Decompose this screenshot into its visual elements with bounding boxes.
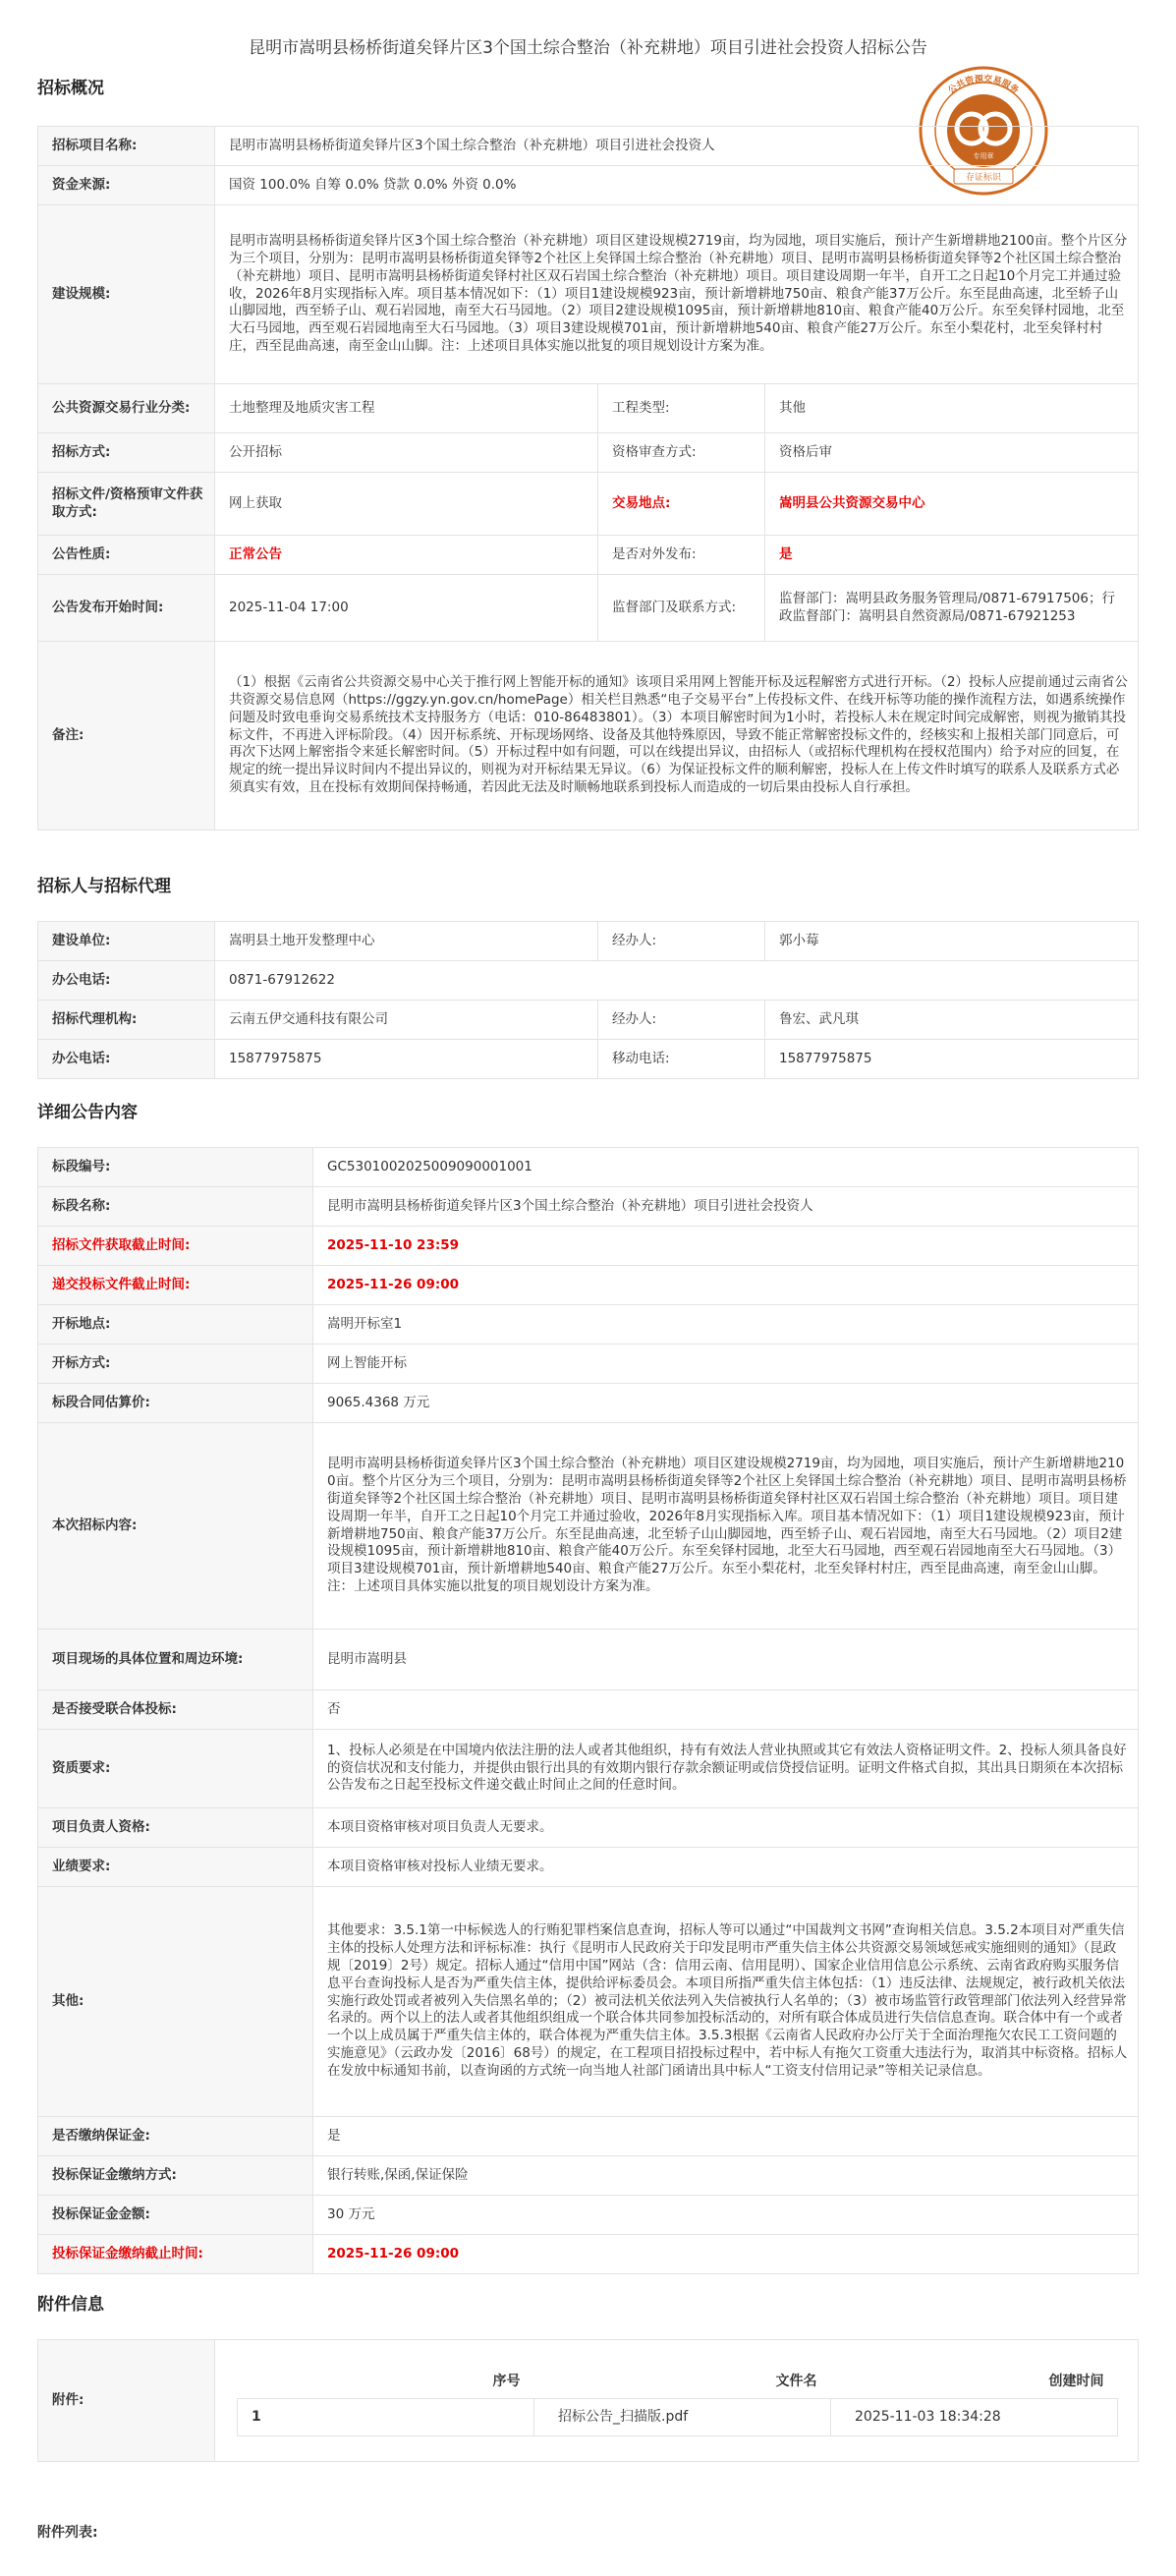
deposit-deadline-value: 2025-11-26 09:00 — [313, 2235, 1139, 2274]
section-name-value: 昆明市嵩明县杨桥街道矣铎片区3个国土综合整治（补充耕地）项目引进社会投资人 — [313, 1187, 1139, 1227]
category-value: 土地整理及地质灾害工程 — [215, 384, 598, 433]
deposit-method-value: 银行转账,保函,保证保险 — [313, 2156, 1139, 2196]
field-label: 标段合同估算价: — [38, 1384, 313, 1423]
table-row — [38, 536, 1139, 575]
field-label: 建设单位: — [38, 922, 215, 961]
qualification-value: 1、投标人必须是在中国境内依法注册的法人或者其他组织，持有有效法人营业执照或其它有效法人资格证明文件。2、投标人须具备良好的资信状况和支付能力，并提供由银行出具的有效期内银行存款余额证明或信贷授信证明。证明文件格式自拟，其出具日期须在本次招标公告发布之日起至投标文件递交截止时间止之间的任意时间。 — [313, 1730, 1139, 1808]
field-label: 业绩要求: — [38, 1848, 313, 1887]
field-label: 建设规模: — [38, 205, 215, 384]
seal-top-text: 公共资源交易服务 — [946, 74, 1021, 96]
field-label: 本次招标内容: — [38, 1423, 313, 1630]
field-label: 经办人: — [598, 1001, 765, 1040]
table-row — [38, 205, 1139, 384]
table-row — [38, 961, 1139, 1001]
column-header: 序号 — [238, 2365, 534, 2398]
section-heading-attachments: 附件信息 — [37, 2295, 104, 2315]
attachment-file-link[interactable]: 招标公告_扫描版.pdf — [534, 2398, 831, 2435]
qual-value: 资格后审 — [765, 433, 1139, 473]
external-value: 是 — [765, 536, 1139, 575]
field-label: 开标地点: — [38, 1305, 313, 1345]
field-label: 投标保证金金额: — [38, 2196, 313, 2235]
field-label: 招标方式: — [38, 433, 215, 473]
field-label: 标段编号: — [38, 1148, 313, 1187]
field-label: 移动电话: — [598, 1040, 765, 1079]
attachments-cell — [215, 2340, 1139, 2462]
office-phone-value: 0871-67912622 — [215, 961, 1139, 1001]
method-value: 公开招标 — [215, 433, 598, 473]
seal-ribbon-text: 存证标识 — [965, 173, 1002, 183]
other-value: 其他要求：3.5.1第一中标候选人的行贿犯罪档案信息查询，招标人等可以通过“中国裁判文书网”查询相关信息。3.5.2本项目对严重失信主体的投标人处理方法和评标标准：执行《昆明市人民政府关于印发昆明市严重失信主体公共资源交易领域惩戒实施细则的通知》（昆政规〔2019〕2号）规定。招标人通过“信用中国”网站（含：信用云南、信用昆明）、国家企业信用信息公示系统、云南省政府购买服务信息平台查询投标人是否为严重失信主体，提供给评标委员会。本项目所指严重失信主体包括：（1）违反法律、法规规定，被行政机关依法实施行政处罚或者被列入失信黑名单的；（2）被司法机关依法列入失信被执行人名单的；（3）被市场监管行政管理部门依法列入经营异常名录的。两个以上的法人或者其他组织组成一个联合体共同参加投标活动的，对所有联合体成员进行失信信息查询。联合体中有一个或者一个以上成员属于严重失信主体的，联合体视为严重失信主体。3.5.3根据《云南省人民政府办公厅关于全面治理拖欠农民工工资问题的实施意见》（云政办发〔2016〕68号）的规定，在工程项目招投标过程中，若中标人有拖欠工资重大违法行为，取消其中标资格。招标人在发放中标通知书前，以查询函的方式统一向当地人社部门函请出具中标人“工资支付信用记录”等相关记录信息。 — [313, 1887, 1139, 2117]
funding-value: 国资 100.0% 自筹 0.0% 贷款 0.0% 外资 0.0% — [215, 166, 1139, 205]
attachment-no: 1 — [238, 2398, 534, 2435]
field-label: 办公电话: — [38, 1040, 215, 1079]
section-heading-agency: 招标人与招标代理 — [37, 877, 171, 896]
attachment-list-label: 附件列表: — [37, 2525, 98, 2541]
attachments-header-row — [238, 2365, 1118, 2398]
field-label: 是否缴纳保证金: — [38, 2117, 313, 2156]
field-label: 公共资源交易行业分类: — [38, 384, 215, 433]
attachments-table — [37, 2339, 1139, 2462]
field-label: 招标文件获取截止时间: — [38, 1227, 313, 1266]
table-row — [38, 127, 1139, 166]
field-label: 投标保证金缴纳截止时间: — [38, 2235, 313, 2274]
bid-deadline-value: 2025-11-26 09:00 — [313, 1266, 1139, 1305]
field-label: 经办人: — [598, 922, 765, 961]
field-label: 招标项目名称: — [38, 127, 215, 166]
manager-value: 本项目资格审核对项目负责人无要求。 — [313, 1808, 1139, 1848]
agent-contact-value: 鲁宏、武凡琪 — [765, 1001, 1139, 1040]
table-row — [38, 1345, 1139, 1384]
budget-value: 9065.4368 万元 — [313, 1384, 1139, 1423]
table-row — [38, 473, 1139, 536]
agent-value: 云南五伊交通科技有限公司 — [215, 1001, 598, 1040]
table-row — [38, 2117, 1139, 2156]
field-label: 办公电话: — [38, 961, 215, 1001]
field-label: 是否接受联合体投标: — [38, 1690, 313, 1730]
field-label: 招标代理机构: — [38, 1001, 215, 1040]
owner-value: 嵩明县土地开发整理中心 — [215, 922, 598, 961]
table-row — [38, 1690, 1139, 1730]
work-type-value: 其他 — [765, 384, 1139, 433]
field-label: 附件: — [38, 2340, 215, 2462]
deposit-value: 是 — [313, 2117, 1139, 2156]
remark-value: （1）根据《云南省公共资源交易中心关于推行网上智能开标的通知》该项目采用网上智能开标及远程解密方式进行开标。（2）投标人应提前通过云南省公共资源交易信息网（https://ggzy.yn.gov.cn/homePage）相关栏目熟悉“电子交易平台”上传投标文件、在线开标等功能的操作流程方法，如遇系统操作问题及时致电垂询交易系统技术支持服务方（电话：010-86483801）。（3）本项目解密时间为1小时，若投标人未在规定时间完成解密，则视为撤销其投标文件，不再进入评标阶段。（4）因开标系统、开标现场网络、设备及其他特殊原因，导致不能正常解密投标文件的，经核实和上报相关部门同意后，可再次下达网上解密指令来延长解密时间。（5）开标过程中如有问题，可以在线提出异议，由招标人（或招标代理机构在授权范围内）给予对应的回复，在规定的统一提出异议时间内不提出异议的，则视为对开标结果无异议。（6）为保证投标文件的顺利解密，投标人在上传文件时填写的联系人及联系方式必须真实有效，且在投标有效期间保持畅通，若因此无法及时顺畅地联系到投标人而造成的一切后果由投标人自行承担。 — [215, 642, 1139, 830]
content-value: 昆明市嵩明县杨桥街道矣铎片区3个国土综合整治（补充耕地）项目区建设规模2719亩，均为园地，项目实施后，预计产生新增耕地2100亩。整个片区分为三个项目，分别为：昆明市嵩明县杨桥街道矣铎等2个社区上矣铎国土综合整治（补充耕地）项目、昆明市嵩明县杨桥街道矣铎等2个社区国土综合整治（补充耕地）项目、昆明市嵩明县杨桥街道矣铎村社区双石岩国土综合整治（补充耕地）项目。项目建设周期一年半，自开工之日起10个月完工并通过验收，2026年8月实现指标入库。项目基本情况如下：（1）项目1建设规模923亩，预计新增耕地750亩、粮食产能37万公斤。东至昆曲高速，北至轿子山山脚园地，西至轿子山、观石岩园地，南至大石马园地。（2）项目2建设规模1095亩，预计新增耕地810亩、粮食产能40万公斤。东至矣铎村园地，北至大石马园地，西至观石岩园地南至大石马园地。（3）项目3建设规模701亩，预计新增耕地540亩、粮食产能27万公斤。东至小梨花村，北至矣铎村村庄，西至昆曲高速，南至金山山脚。注：上述项目具体实施以批复的项目规划设计方案为准。 — [313, 1423, 1139, 1630]
open-method-value: 网上智能开标 — [313, 1345, 1139, 1384]
details-table — [37, 1147, 1139, 2274]
agency-table — [37, 921, 1139, 1079]
attachments-list — [237, 2365, 1118, 2436]
table-row — [38, 1305, 1139, 1345]
publish-time-value: 2025-11-04 17:00 — [215, 575, 598, 642]
table-row — [38, 1227, 1139, 1266]
column-header: 创建时间 — [831, 2365, 1118, 2398]
project-name-value: 昆明市嵩明县杨桥街道矣铎片区3个国土综合整治（补充耕地）项目引进社会投资人 — [215, 127, 1139, 166]
attachment-created-time: 2025-11-03 18:34:28 — [831, 2398, 1118, 2435]
scale-value: 昆明市嵩明县杨桥街道矣铎片区3个国土综合整治（补充耕地）项目区建设规模2719亩，均为园地，项目实施后，预计产生新增耕地2100亩。整个片区分为三个项目，分别为：昆明市嵩明县杨桥街道矣铎等2个社区上矣铎国土综合整治（补充耕地）项目、昆明市嵩明县杨桥街道矣铎等2个社区国土综合整治（补充耕地）项目、昆明市嵩明县杨桥街道矣铎村社区双石岩国土综合整治（补充耕地）项目。项目建设周期一年半，自开工之日起10个月完工并通过验收，2026年8月实现指标入库。项目基本情况如下：（1）项目1建设规模923亩，预计新增耕地750亩、粮食产能37万公斤。东至昆曲高速，北至轿子山山脚园地，西至轿子山、观石岩园地，南至大石马园地。（2）项目2建设规模1095亩，预计新增耕地810亩、粮食产能40万公斤。东至矣铎村园地，北至大石马园地，西至观石岩园地南至大石马园地。（3）项目3建设规模701亩，预计新增耕地540亩、粮食产能27万公斤。东至小梨花村，北至矣铎村村庄，西至昆曲高速，南至金山山脚。注：上述项目具体实施以批复的项目规划设计方案为准。 — [215, 205, 1139, 384]
page-title: 昆明市嵩明县杨桥街道矣铎片区3个国土综合整治（补充耕地）项目引进社会投资人招标公告 — [249, 38, 927, 58]
field-label: 备注: — [38, 642, 215, 830]
field-label: 递交投标文件截止时间: — [38, 1266, 313, 1305]
table-row — [38, 1848, 1139, 1887]
table-row — [38, 2340, 1139, 2462]
field-label: 交易地点: — [598, 473, 765, 536]
performance-value: 本项目资格审核对投标人业绩无要求。 — [313, 1848, 1139, 1887]
table-row — [38, 1384, 1139, 1423]
mobile-value: 15877975875 — [765, 1040, 1139, 1079]
table-row — [38, 642, 1139, 830]
table-row — [38, 384, 1139, 433]
agent-phone-value: 15877975875 — [215, 1040, 598, 1079]
table-row — [38, 2156, 1139, 2196]
field-label: 资金来源: — [38, 166, 215, 205]
field-label: 招标文件/资格预审文件获取方式: — [38, 473, 215, 536]
table-row — [38, 1148, 1139, 1187]
table-row — [38, 1040, 1139, 1079]
table-row — [38, 433, 1139, 473]
doc-deadline-value: 2025-11-10 23:59 — [313, 1227, 1139, 1266]
table-row — [38, 1423, 1139, 1630]
table-row — [38, 1266, 1139, 1305]
field-label: 监督部门及联系方式: — [598, 575, 765, 642]
field-label: 工程类型: — [598, 384, 765, 433]
table-row — [38, 575, 1139, 642]
field-label: 标段名称: — [38, 1187, 313, 1227]
table-row — [38, 1730, 1139, 1808]
field-label: 公告性质: — [38, 536, 215, 575]
field-label: 资格审查方式: — [598, 433, 765, 473]
table-row — [38, 1187, 1139, 1227]
field-label: 公告发布开始时间: — [38, 575, 215, 642]
table-row — [38, 2196, 1139, 2235]
column-header: 文件名 — [534, 2365, 831, 2398]
field-label: 项目负责人资格: — [38, 1808, 313, 1848]
table-row — [38, 1808, 1139, 1848]
supervise-value: 监督部门：嵩明县政务服务管理局/0871-67917506；行政监督部门：嵩明县自然资源局/0871-67921253 — [765, 575, 1139, 642]
table-row — [238, 2398, 1118, 2435]
deposit-amount-value: 30 万元 — [313, 2196, 1139, 2235]
field-label: 投标保证金缴纳方式: — [38, 2156, 313, 2196]
section-no-value: GC5301002025009090001001 — [313, 1148, 1139, 1187]
section-heading-overview: 招标概况 — [37, 79, 104, 98]
table-row — [38, 1001, 1139, 1040]
table-row — [38, 2235, 1139, 2274]
nature-value: 正常公告 — [215, 536, 598, 575]
owner-contact-value: 郭小莓 — [765, 922, 1139, 961]
table-row — [38, 166, 1139, 205]
venue-value: 嵩明县公共资源交易中心 — [765, 473, 1139, 536]
field-label: 开标方式: — [38, 1345, 313, 1384]
table-row — [38, 1630, 1139, 1690]
seal-bottom-text: 专用章 — [973, 152, 994, 160]
location-value: 昆明市嵩明县 — [313, 1630, 1139, 1690]
open-place-value: 嵩明开标室1 — [313, 1305, 1139, 1345]
field-label: 资质要求: — [38, 1730, 313, 1808]
field-label: 其他: — [38, 1887, 313, 2117]
table-row — [38, 1887, 1139, 2117]
field-label: 是否对外发布: — [598, 536, 765, 575]
table-row — [38, 922, 1139, 961]
overview-table — [37, 126, 1139, 830]
consortium-value: 否 — [313, 1690, 1139, 1730]
field-label: 项目现场的具体位置和周边环境: — [38, 1630, 313, 1690]
section-heading-details: 详细公告内容 — [37, 1103, 138, 1122]
docs-value: 网上获取 — [215, 473, 598, 536]
